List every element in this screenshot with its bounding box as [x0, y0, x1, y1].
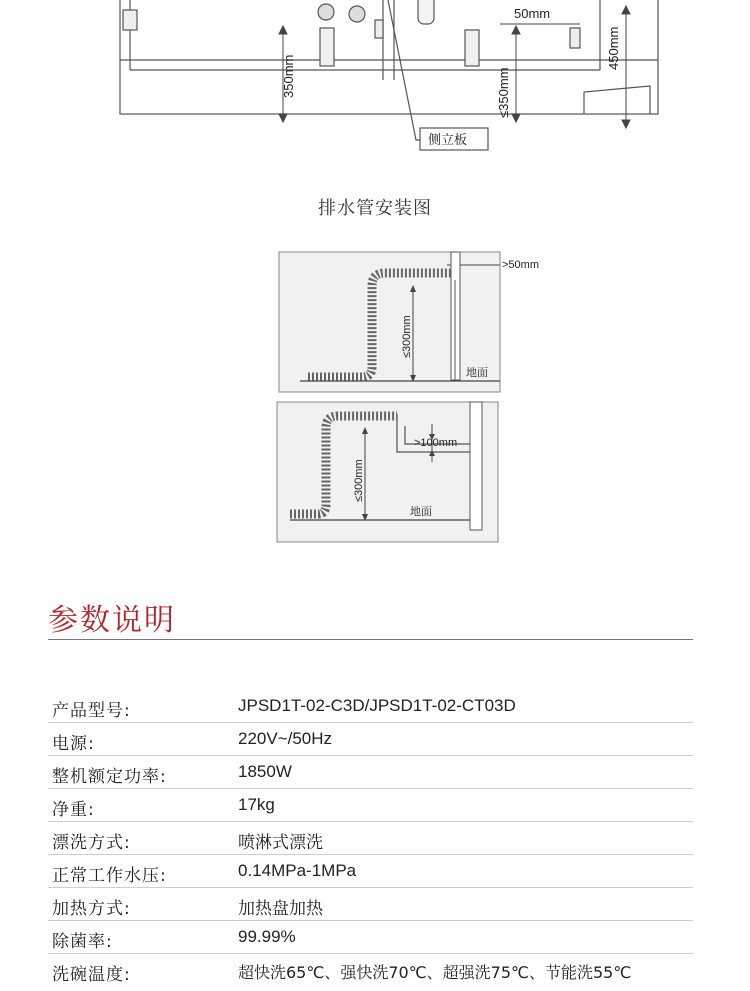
spec-value: JPSD1T-02-C3D/JPSD1T-02-CT03D: [238, 696, 516, 715]
dim-350-left: 350mm: [281, 54, 296, 98]
spec-value: 1850W: [238, 762, 292, 781]
section-divider: [48, 639, 693, 640]
side-panel-label: 侧立板: [428, 133, 468, 148]
spec-label: 整机额定功率:: [52, 767, 167, 787]
cabinet-outline: [120, 0, 658, 114]
spec-value: 超快洗65℃、强快洗70℃、超强洗75℃、节能洗55℃: [238, 963, 632, 982]
dim-450: 450mm: [606, 26, 621, 70]
spec-row: [48, 921, 693, 954]
top-floor-label: 地面: [466, 366, 488, 379]
drain-diagram-top: [279, 252, 539, 392]
dim-350-mid: ≤350mm: [496, 67, 511, 118]
spec-row: [48, 822, 693, 855]
top-gap-label: >50mm: [502, 259, 539, 271]
spec-value: 99.99%: [238, 927, 296, 946]
spec-row: [48, 855, 693, 888]
spec-row: [48, 690, 693, 723]
spec-row: [48, 888, 693, 921]
spec-label: 正常工作水压:: [52, 866, 167, 886]
params-section-title: 参数说明: [48, 603, 176, 638]
spec-value: 0.14MPa-1MPa: [238, 861, 357, 880]
cabinet-diagram: [0, 0, 750, 160]
spec-row: [48, 954, 693, 986]
spec-label: 洗碗温度:: [52, 965, 131, 985]
spec-label: 净重:: [52, 800, 95, 820]
spec-row: [48, 723, 693, 756]
spec-value: 220V~/50Hz: [238, 729, 333, 748]
spec-value: 17kg: [238, 795, 275, 814]
drain-diagram-title: 排水管安装图: [318, 198, 432, 219]
bottom-floor-label: 地面: [410, 505, 432, 518]
spec-value: 喷淋式漂洗: [238, 833, 323, 853]
spec-value: 加热盘加热: [238, 899, 323, 919]
bottom-gap-label: >100mm: [414, 437, 458, 449]
spec-row: [48, 789, 693, 822]
dim-50: 50mm: [514, 6, 551, 21]
drain-diagrams: [0, 240, 750, 550]
spec-label: 产品型号:: [52, 701, 131, 721]
spec-label: 除菌率:: [52, 932, 113, 952]
bottom-height-label: ≤300mm: [353, 459, 365, 502]
spec-label: 漂洗方式:: [52, 833, 131, 853]
drain-diagram-bottom: [277, 402, 498, 542]
top-height-label: ≤300mm: [401, 315, 413, 358]
spec-row: [48, 756, 693, 789]
spec-table: [48, 690, 693, 986]
spec-label: 加热方式:: [52, 899, 131, 919]
spec-label: 电源:: [52, 734, 95, 754]
